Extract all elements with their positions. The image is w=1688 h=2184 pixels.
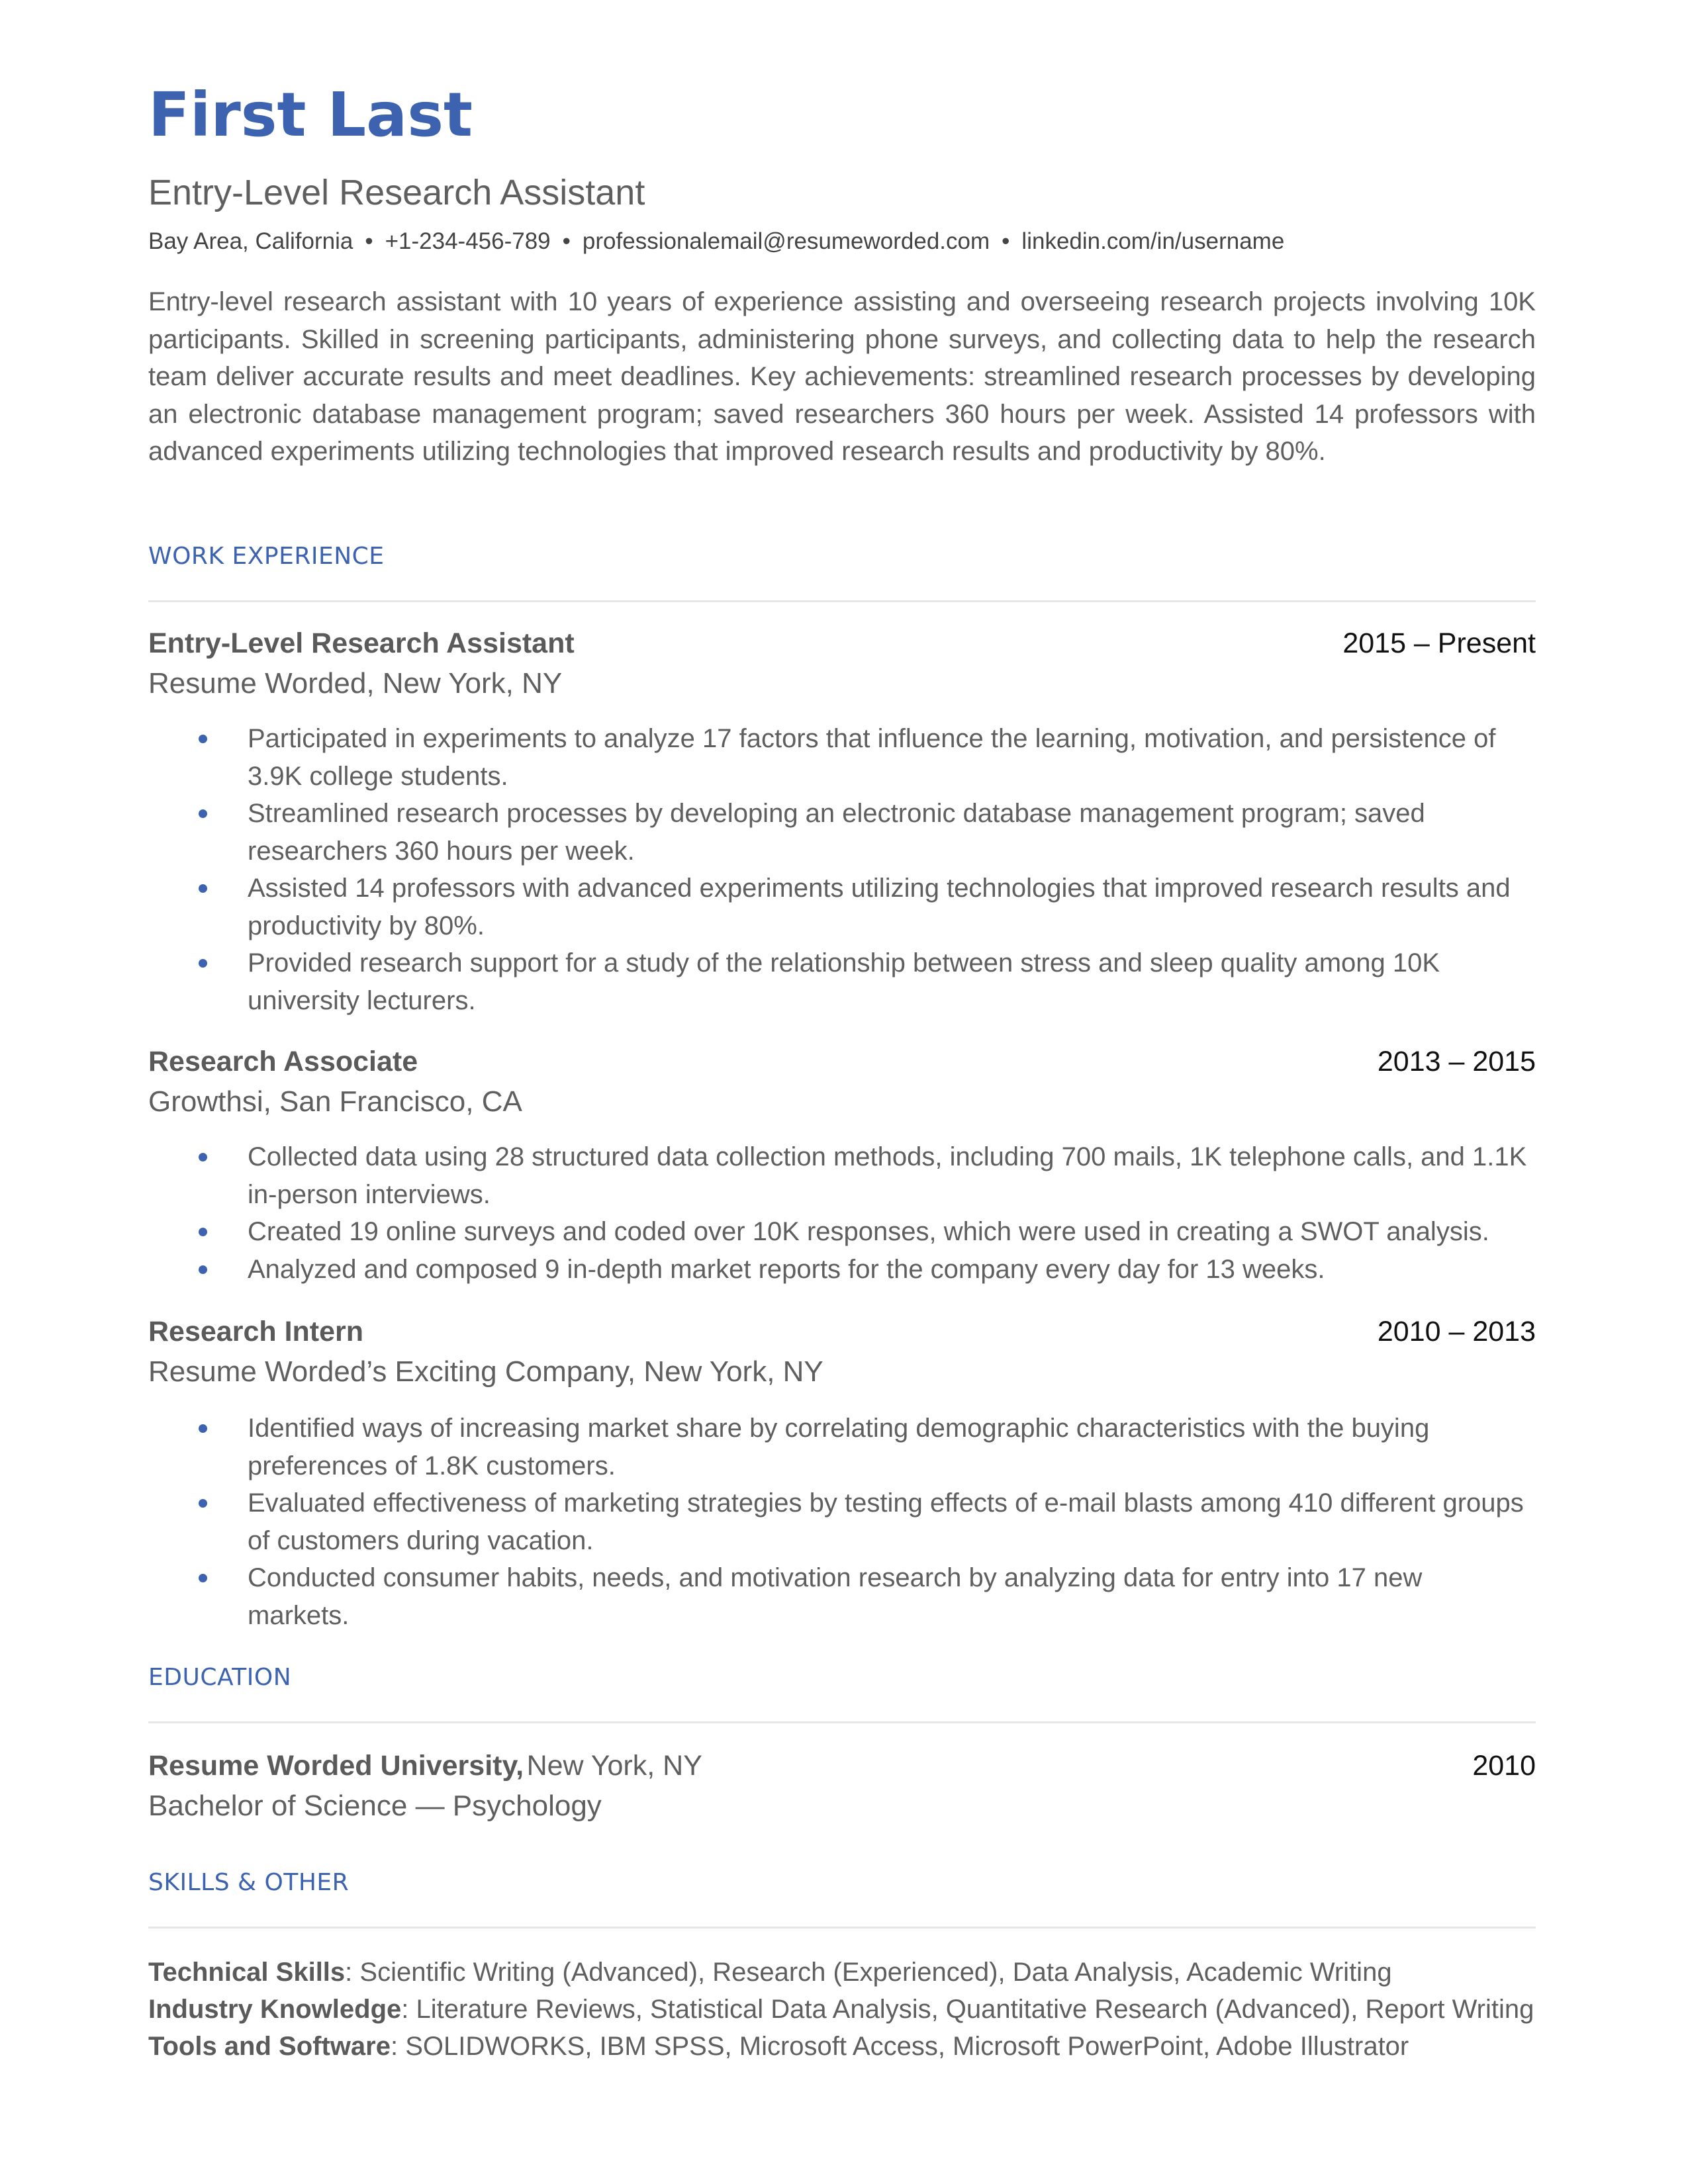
skill-line <box>148 1954 1536 1991</box>
job-bullets <box>148 720 1536 1019</box>
bullet-text: Participated in experiments to analyze 17 factors that influence the learning, motivation, and persistence of 3.9K college students. <box>248 724 1496 791</box>
job-bullets <box>148 1138 1536 1288</box>
bullet-text: Evaluated effectiveness of marketing strategies by testing effects of e-mail blasts among 410 different groups of customers during vacation. <box>248 1488 1524 1555</box>
skill-line <box>148 1991 1536 2028</box>
contact-line <box>148 228 1284 255</box>
bullet-text: Created 19 online surveys and coded over 10K responses, which were used in creating a SWOT analysis. <box>248 1217 1489 1246</box>
contact-email[interactable]: professionalemail@resumeworded.com <box>582 228 990 254</box>
list-item <box>148 795 1536 870</box>
job-company: Growthsi, San Francisco, CA <box>148 1085 522 1118</box>
list-item <box>148 1484 1536 1559</box>
job-header <box>148 627 1536 660</box>
job-title: Research Associate <box>148 1046 418 1077</box>
bullet-text: Collected data using 28 structured data collection methods, including 700 mails, 1K telephone calls, and 1.1K in-person interviews. <box>248 1142 1527 1209</box>
bullet-text: Streamlined research processes by developing an electronic database management program; saved researchers 360 hours per week. <box>248 799 1425 866</box>
education-school: Resume Worded University, <box>148 1750 524 1782</box>
bullet-text: Conducted consumer habits, needs, and motivation research by analyzing data for entry into 17 new markets. <box>248 1563 1423 1630</box>
bullet-dot <box>199 1499 207 1508</box>
summary-paragraph: Entry-level research assistant with 10 years of experience assisting and overseeing research projects involving 10K participants. Skilled in screening participants, administering phone surveys, and collecting data to help the research team deliver accurate results and meet deadlines. Key achievements: streamlined research processes by developing an electronic database management program; saved researchers 360 hours per week. Assisted 14 professors with advanced experiments utilizing technologies that improved research results and productivity by 80%. <box>148 287 1536 466</box>
skill-label: Technical Skills <box>148 1958 346 1987</box>
section-divider <box>148 600 1536 602</box>
contact-linkedin[interactable]: linkedin.com/in/username <box>1021 228 1285 254</box>
skill-label: Industry Knowledge <box>148 1995 402 2024</box>
candidate-title: Entry-Level Research Assistant <box>148 173 645 212</box>
job-dates: 2015 – Present <box>1342 627 1536 659</box>
list-item <box>148 1251 1536 1289</box>
education-degree: Bachelor of Science — Psychology <box>148 1790 602 1822</box>
job-dates: 2010 – 2013 <box>1377 1316 1536 1347</box>
job-title: Entry-Level Research Assistant <box>148 627 575 659</box>
contact-location: Bay Area, California <box>148 228 353 254</box>
section-heading-work: WORK EXPERIENCE <box>148 543 385 570</box>
bullet-text: Identified ways of increasing market share by correlating demographic characteristics with the buying preferences of 1.8K customers. <box>248 1414 1430 1480</box>
skill-label: Tools and Software <box>148 2032 391 2061</box>
contact-separator: • <box>1002 228 1010 254</box>
section-divider <box>148 1721 1536 1723</box>
bullet-dot <box>199 735 207 743</box>
list-item <box>148 1138 1536 1213</box>
list-item <box>148 720 1536 795</box>
bullet-dot <box>199 1265 207 1274</box>
contact-separator: • <box>562 228 571 254</box>
contact-separator: • <box>365 228 373 254</box>
bullet-dot <box>199 959 207 968</box>
job-company: Resume Worded, New York, NY <box>148 667 563 700</box>
skill-line <box>148 2028 1536 2065</box>
candidate-name: First Last <box>148 79 473 150</box>
bullet-dot <box>199 1153 207 1161</box>
job-bullets <box>148 1410 1536 1634</box>
list-item <box>148 1559 1536 1634</box>
list-item <box>148 1410 1536 1484</box>
list-item <box>148 1213 1536 1251</box>
contact-phone: +1-234-456-789 <box>385 228 551 254</box>
job-dates: 2013 – 2015 <box>1377 1046 1536 1077</box>
list-item <box>148 944 1536 1019</box>
list-item <box>148 870 1536 944</box>
section-divider <box>148 1927 1536 1929</box>
section-heading-education: EDUCATION <box>148 1664 292 1691</box>
bullet-text: Provided research support for a study of the relationship between stress and sleep quality among 10K university lecturers. <box>248 948 1440 1015</box>
bullet-dot <box>199 1228 207 1236</box>
education-school-line <box>148 1750 702 1782</box>
skill-value: : Literature Reviews, Statistical Data Analysis, Quantitative Research (Advanced), Report Writing <box>401 1995 1534 2024</box>
bullet-dot <box>199 809 207 818</box>
job-header <box>148 1046 1536 1078</box>
job-header <box>148 1316 1536 1348</box>
skill-value: : SOLIDWORKS, IBM SPSS, Microsoft Access, Microsoft PowerPoint, Adobe Illustrator <box>390 2032 1409 2061</box>
job-title: Research Intern <box>148 1316 364 1347</box>
education-year: 2010 <box>1472 1750 1536 1782</box>
education-header <box>148 1750 1536 1782</box>
section-heading-skills: SKILLS & OTHER <box>148 1869 350 1896</box>
bullet-dot <box>199 1424 207 1433</box>
bullet-text: Analyzed and composed 9 in-depth market reports for the company every day for 13 weeks. <box>248 1254 1325 1284</box>
bullet-dot <box>199 1574 207 1582</box>
job-company: Resume Worded’s Exciting Company, New York, NY <box>148 1355 823 1388</box>
education-location: New York, NY <box>526 1750 702 1782</box>
bullet-text: Assisted 14 professors with advanced experiments utilizing technologies that improved research results and productivity by 80%. <box>248 874 1511 940</box>
bullet-dot <box>199 884 207 893</box>
skill-value: : Scientific Writing (Advanced), Research (Experienced), Data Analysis, Academic Writing <box>345 1958 1392 1987</box>
skills-list <box>148 1954 1536 2065</box>
